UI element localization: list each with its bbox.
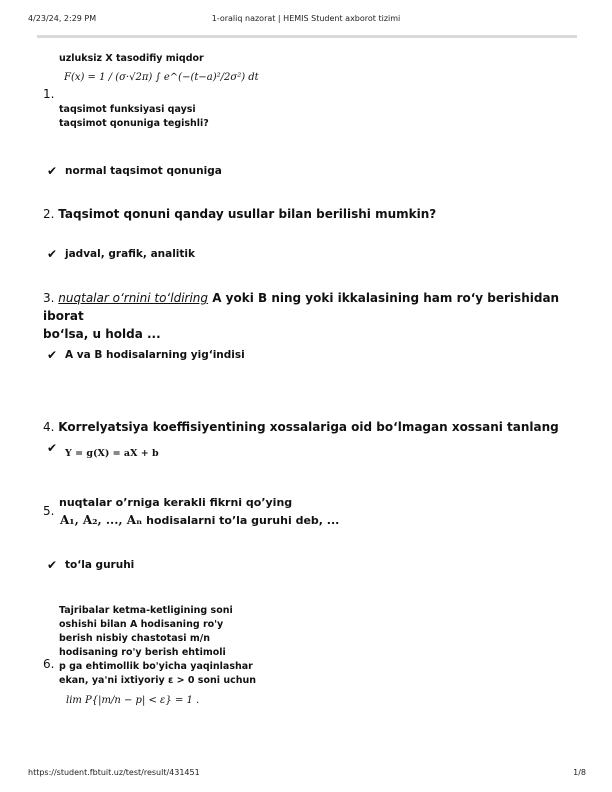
q5-answer-text: to‘la guruhi [65, 559, 135, 571]
q2-number: 2. [43, 207, 55, 221]
q5-line2 [60, 511, 339, 530]
q6-line3: berish nisbiy chastotasi m/n [59, 633, 210, 644]
check-icon: ✔ [47, 558, 58, 572]
footer-url: https://student.fbtuit.uz/test/result/431451 [28, 768, 200, 777]
q5-answer [47, 558, 134, 572]
q2-answer-text: jadval, grafik, analitik [65, 248, 196, 260]
q1-line2: taqsimot funksiyasi qaysi [59, 104, 196, 115]
q6-line6: ekan, ya'ni ixtiyoriy ε > 0 soni uchun [59, 675, 257, 686]
q1-formula: F(x) = 1 / (σ·√2π) ∫ e^(−(t−a)²/2σ²) dt [64, 72, 259, 83]
q1-answer-text: normal taqsimot qonuniga [65, 165, 222, 177]
top-divider [37, 35, 577, 38]
q6-line5: p ga ehtimollik bo'yicha yaqinlashar [59, 661, 253, 672]
q4-answer-text: Y = g(X) = aX + b [65, 448, 159, 459]
q6-line1: Tajribalar ketma-ketligining soni [59, 605, 233, 616]
q4-number: 4. [43, 420, 55, 434]
q3-text-b: bo‘lsa, u holda ... [43, 327, 161, 341]
q1-number: 1. [43, 87, 55, 101]
q6-formula: lim P{|m/n − p| < ε} = 1 . [66, 695, 200, 706]
check-icon: ✔ [47, 247, 58, 261]
q2-answer [47, 247, 195, 261]
check-icon: ✔ [47, 440, 58, 455]
print-date: 4/23/24, 2:29 PM [28, 14, 97, 23]
q1-line3: taqsimot qonuniga tegishli? [59, 118, 209, 129]
q2-question [43, 205, 436, 223]
q5-number: 5. [43, 504, 55, 518]
q4-answer [47, 436, 159, 459]
q1-line1: uzluksiz X tasodifiy miqdor [59, 53, 204, 64]
check-icon: ✔ [47, 348, 58, 362]
q3-answer-text: A va B hodisalarning yig‘indisi [65, 349, 245, 361]
q5-math: A₁, A₂, ..., Aₙ [60, 513, 143, 527]
q3-number: 3. [43, 291, 55, 305]
q6-line4: hodisaning ro'y berish ehtimoli [59, 647, 226, 658]
page-number: 1/8 [573, 768, 586, 777]
q1-answer [47, 164, 222, 178]
q5-line1: nuqtalar o’rniga kerakli fikrni qo’ying [59, 496, 293, 509]
q4-text: Korrelyatsiya koeffisiyentining xossalariga oid bo‘lmagan xossani tanlang [58, 420, 559, 434]
q6-line2: oshishi bilan A hodisaning ro'y [59, 619, 224, 630]
q4-question [43, 418, 559, 436]
check-icon: ✔ [47, 164, 58, 178]
page-title: 1-oraliq nazorat | HEMIS Student axborot tizimi [211, 14, 401, 23]
q2-text: Taqsimot qonuni qanday usullar bilan berilishi mumkin? [58, 207, 437, 221]
q3-question [43, 289, 563, 343]
q3-text-a: A yoki B ning yoki ikkalasining ham ro‘y berishidan iborat [43, 291, 560, 323]
q5-line2-text: hodisalarni to’la guruhi deb, ... [142, 514, 340, 527]
q3-answer [47, 348, 245, 362]
q6-number: 6. [43, 657, 55, 671]
q3-underlined: nuqtalar o‘rnini to‘ldiring [58, 291, 209, 305]
